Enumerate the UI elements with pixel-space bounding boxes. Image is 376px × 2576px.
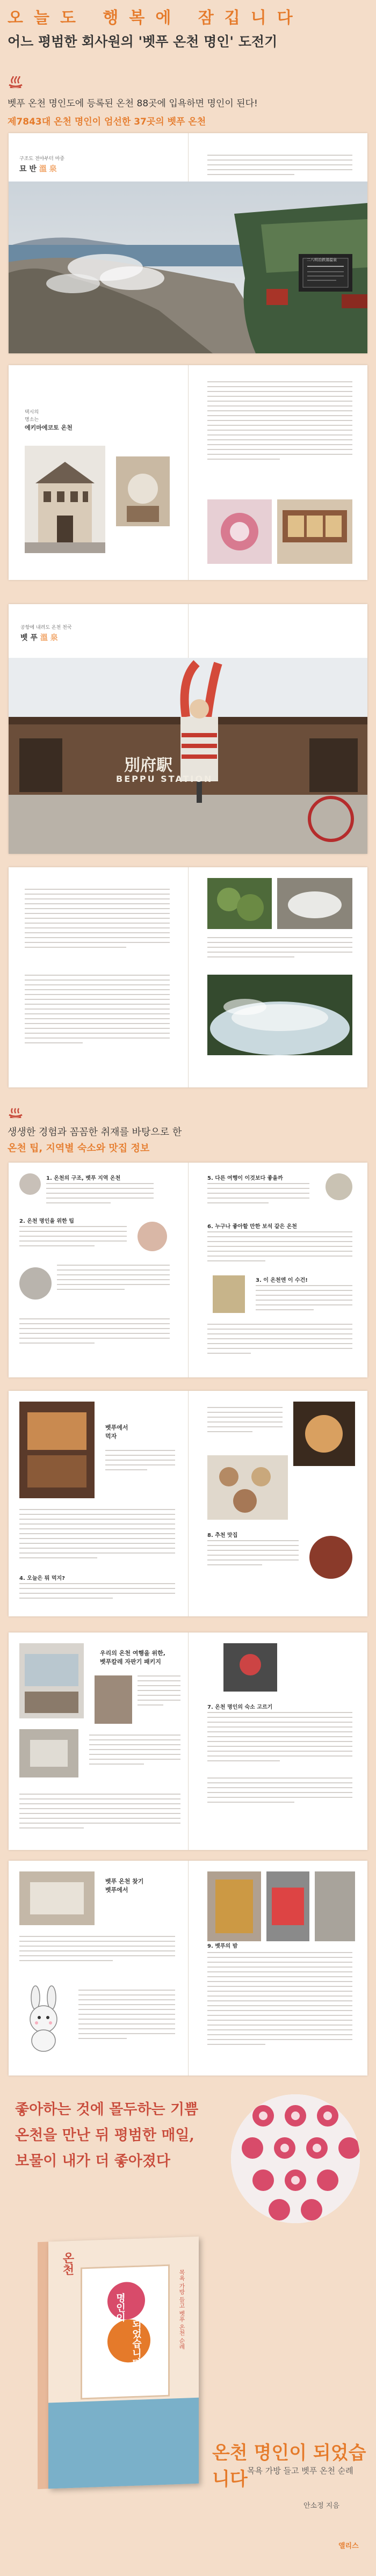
spread3-caption-small: 공항에 내려도 온천 천국 <box>20 625 72 630</box>
header-subtitle: 어느 평범한 회사원의 '벳푸 온천 명인' 도전기 <box>8 34 278 49</box>
book-spine <box>38 2242 48 2490</box>
walk-text-2 <box>78 1990 175 2043</box>
food-text-1 <box>105 1450 175 1474</box>
publisher-logo: 앨리스 <box>338 2542 359 2550</box>
book-cover-pool <box>48 2398 199 2489</box>
spread4-body-text-2 <box>25 975 170 1047</box>
spread3-caption-title: 벳 푸 溫 泉 <box>20 634 58 642</box>
tagline-2: 온천을 만난 뒤 평범한 매일, <box>15 2127 194 2144</box>
spread1-body-text <box>207 155 352 179</box>
tip-1-title: 1. 온천의 구조, 벳푸 지역 온천 <box>46 1175 121 1181</box>
walk-title: 벳푸 온천 찾기 <box>105 1878 144 1885</box>
intro-line1: 벳푸 온천 명인도에 등록된 온천 88곳에 입욕하면 명인이 된다! <box>8 98 258 109</box>
food-photo-4 <box>309 1536 352 1579</box>
shop-photo-3 <box>95 1675 132 1724</box>
tip-food-title: 4. 오늘은 뭐 먹지? <box>19 1576 65 1581</box>
book-spread-3 <box>9 604 367 854</box>
section2-line1: 생생한 경험과 꼼꼼한 취재를 바탕으로 한 <box>8 1127 182 1138</box>
food-text-5 <box>207 1540 299 1569</box>
tip-2-text <box>19 1226 127 1250</box>
tip-6-title: 6. 누구나 좋아할 만한 보석 같은 온천 <box>207 1224 297 1230</box>
walk-text-1 <box>19 1936 175 1965</box>
food-text-4 <box>207 1407 283 1436</box>
spread4-body-text-1 <box>25 889 170 952</box>
shop-text-4 <box>207 1712 352 1765</box>
tip-2-photo <box>138 1222 167 1251</box>
spread2-building-photo <box>25 446 105 553</box>
shop-photo-4 <box>223 1643 277 1692</box>
spread1-sign-text: 二八明治鉄湯温泉 <box>307 258 337 262</box>
walk-photo-2 <box>207 1871 261 1941</box>
shop-text-2 <box>89 1735 180 1768</box>
spread4-plant-photo <box>207 878 272 929</box>
food-photo-1 <box>19 1402 95 1498</box>
shop-text-5 <box>207 1777 352 1806</box>
spread4-body-text-3 <box>207 937 352 961</box>
book-spread-1 <box>9 133 367 353</box>
spread2-room-photo <box>277 499 352 564</box>
shop-text-1 <box>138 1675 180 1709</box>
tagline-3: 보물이 내가 더 좋아졌다 <box>15 2153 171 2169</box>
book-subtitle: 목욕 가방 들고 벳푸 온천 순례 <box>247 2466 353 2476</box>
tip-7-title: 7. 온천 명인의 숙소 고르기 <box>207 1704 273 1710</box>
spread4-steam-photo <box>277 878 352 929</box>
spread2-caption-title: 에키마에코토 온천 <box>25 424 73 431</box>
walk-photo-1 <box>19 1871 95 1925</box>
tagline <box>15 2097 198 2174</box>
book-cover-side-text: 목욕 가방 들고 벳푸 온천 순례 <box>178 2269 185 2350</box>
tip-walk-title: 9. 벳푸의 밤 <box>207 1943 238 1949</box>
mascot-illustration <box>19 1984 68 2054</box>
book-spread-4 <box>9 867 367 1087</box>
book-spread-7 <box>9 1632 367 1850</box>
spread2-caption-small: 택시의 <box>25 410 39 415</box>
spread1-caption-small: 구조도 전야부터 마중 <box>19 156 64 162</box>
book-spread-6 <box>9 1391 367 1616</box>
food-photo-2 <box>293 1402 355 1466</box>
tip-1-photo <box>19 1173 41 1195</box>
tip-6-photo <box>213 1275 245 1313</box>
shop-title: 우리의 온천 여행을 위한, <box>100 1650 165 1657</box>
spread2-body-text <box>207 381 352 463</box>
tip-8-text <box>207 1324 352 1358</box>
food-text-2 <box>19 1509 175 1562</box>
tip-9-title: 8. 추천 맛집 <box>207 1533 238 1539</box>
walk-photo-3 <box>266 1871 309 1941</box>
tip-5-photo <box>326 1173 352 1200</box>
tip-3-text <box>57 1265 170 1294</box>
spread3-station-photo <box>9 658 367 854</box>
food-text-3 <box>19 1583 175 1602</box>
tip-7-text <box>256 1285 352 1314</box>
tagline-1: 좋아하는 것에 몰두하는 기쁨 <box>15 2101 199 2118</box>
tip-2-title: 2. 온천 명인을 위한 팁 <box>19 1218 74 1224</box>
station-sign-roman: BEPPU STATION <box>116 774 213 784</box>
header-title: 오늘도 행복에 잠깁니다 <box>8 9 303 27</box>
intro-line2: 제7843대 온천 명인이 엄선한 37곳의 벳푸 온천 <box>8 117 206 127</box>
spread2-interior-photo <box>116 456 170 526</box>
book-spread-5 <box>9 1163 367 1377</box>
book-spread-8 <box>9 1861 367 2076</box>
book-cover-title-v3: 되었습니다 <box>131 2319 142 2368</box>
book-front <box>48 2237 199 2489</box>
book-title: 온천 명인이 되었습니다 <box>212 2442 366 2490</box>
spread4-pool-photo <box>207 975 352 1055</box>
section2-line2: 온천 팁, 지역별 숙소와 맛집 정보 <box>8 1143 150 1154</box>
walk-photo-4 <box>315 1871 355 1941</box>
book-cover-title-v1: 온천 <box>61 2251 74 2276</box>
tip-4-text <box>19 1318 170 1347</box>
hot-spring-icon-2 <box>8 1106 24 1120</box>
tip-3-photo <box>19 1267 52 1300</box>
book-cover-title-v2: 명인이 <box>114 2292 126 2323</box>
tip-5-title: 5. 다른 여행이 이것보다 좋을까 <box>207 1175 283 1181</box>
spread2-pink-photo <box>207 499 272 564</box>
walk-text-3 <box>207 1952 352 2049</box>
book-spread-2 <box>9 365 367 580</box>
hot-spring-icon <box>8 76 24 90</box>
food-photo-3 <box>207 1455 288 1520</box>
tip-5-text <box>207 1183 309 1207</box>
tip-3-title: 3. 이 온천엔 이 수건! <box>256 1278 308 1283</box>
book-author: 안소정 지음 <box>303 2502 339 2510</box>
book-cover <box>38 2237 199 2489</box>
shop-title-2: 벳푸칼레 자판기 패키지 <box>100 1658 161 1665</box>
shop-text-3 <box>19 1794 180 1832</box>
shop-photo-1 <box>19 1643 84 1718</box>
tip-6-text <box>207 1231 352 1265</box>
shop-photo-2 <box>19 1729 78 1777</box>
mosaic-circle-photo <box>231 2094 360 2223</box>
spread1-caption-title: 묘 반 溫 泉 <box>19 165 57 173</box>
spread1-landscape-photo <box>9 182 367 353</box>
walk-title-2: 벳푸에서 <box>105 1886 128 1893</box>
tip-1-text <box>46 1183 154 1207</box>
food-title-2: 먹자 <box>105 1433 117 1440</box>
station-sign-kanji: 別府駅 <box>124 756 172 775</box>
food-title: 벳푸에서 <box>105 1424 128 1431</box>
spread2-caption-small2: 명소는 <box>25 417 39 423</box>
